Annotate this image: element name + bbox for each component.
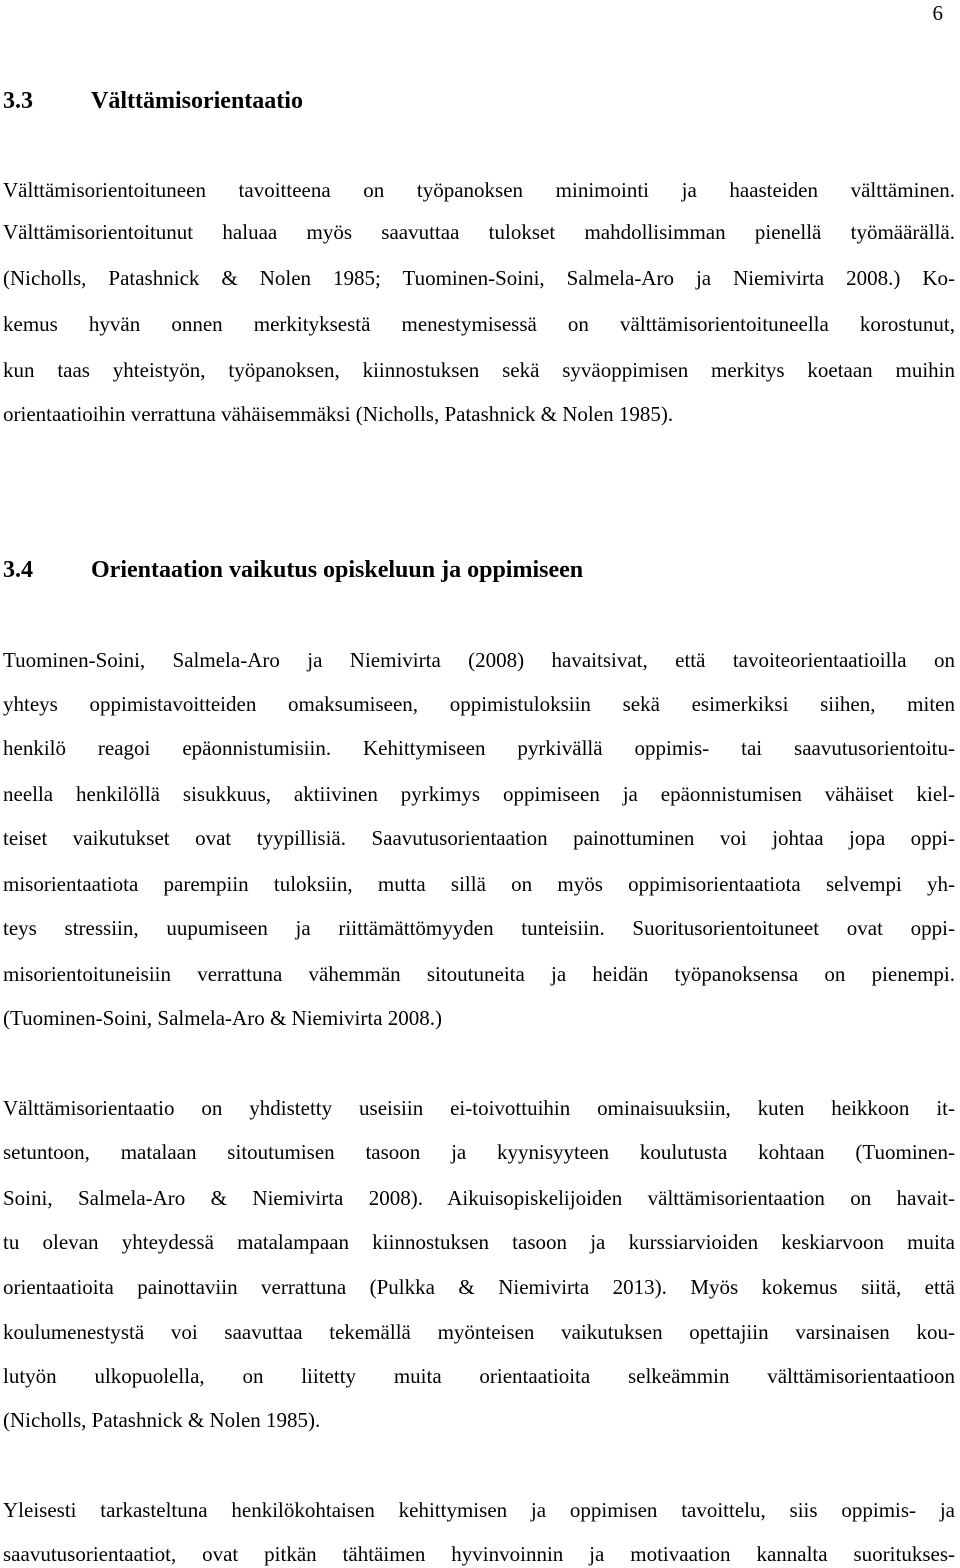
text-line: lutyön ulkopuolella, on liitetty muita orientaatioita selkeämmin välttämisorientaatioon: [3, 1364, 955, 1388]
text-line: misorientoituneisiin verrattuna vähemmän sitoutuneita ja heidän työpanoksensa on pienempi.: [3, 962, 955, 986]
text-line: yhteys oppimistavoitteiden omaksumiseen, oppimistuloksiin sekä esimerkiksi siihen, miten: [3, 692, 955, 716]
text-line: (Tuominen-Soini, Salmela-Aro & Niemivirta 2008.): [3, 1006, 443, 1030]
text-line: koulumenestystä voi saavuttaa tekemällä myönteisen vaikutuksen opettajiin varsinaisen kou-: [3, 1320, 955, 1344]
text-line: teiset vaikutukset ovat tyypillisiä. Saavutusorientaation painottuminen voi johtaa jopa oppi-: [3, 826, 955, 850]
text-line: henkilö reagoi epäonnistumisiin. Kehittymiseen pyrkivällä oppimis- tai saavutusorientoitu-: [3, 736, 955, 760]
section-title: Välttämisorientaatio: [91, 88, 303, 114]
section-heading-3-4: [3, 557, 583, 584]
section-title: Orientaation vaikutus opiskeluun ja oppimiseen: [91, 557, 584, 583]
text-line: misorientaatiota parempiin tuloksiin, mutta sillä on myös oppimisorientaatiota selvempi yh-: [3, 872, 955, 896]
page-number: 6: [932, 1, 943, 25]
section-number: 3.4: [3, 557, 33, 583]
section-number: 3.3: [3, 88, 33, 114]
text-line: Välttämisorientoitunut haluaa myös saavuttaa tulokset mahdollisimman pienellä työmäärällä.: [3, 220, 955, 244]
text-line: tu olevan yhteydessä matalampaan kiinnostuksen tasoon ja kurssiarvioiden keskiarvoon muita: [3, 1230, 955, 1254]
text-line: orientaatioihin verrattuna vähäisemmäksi (Nicholls, Patashnick & Nolen 1985).: [3, 402, 674, 426]
text-line: Soini, Salmela-Aro & Niemivirta 2008). Aikuisopiskelijoiden välttämisorientaation on havait-: [3, 1186, 955, 1210]
text-line: teys stressiin, uupumiseen ja riittämättömyyden tunteisiin. Suoritusorientoituneet ovat oppi-: [3, 916, 955, 940]
text-line: Välttämisorientoituneen tavoitteena on työpanoksen minimointi ja haasteiden välttäminen.: [3, 178, 955, 202]
text-line: kun taas yhteistyön, työpanoksen, kiinnostuksen sekä syväoppimisen merkitys koetaan muihin: [3, 358, 955, 382]
section-heading-3-3: [3, 88, 303, 115]
text-line: saavutusorientaatiot, ovat pitkän tähtäimen hyvinvoinnin ja motivaation kannalta suoritukses-: [3, 1542, 955, 1566]
text-line: orientaatioita painottaviin verrattuna (Pulkka & Niemivirta 2013). Myös kokemus siitä, että: [3, 1275, 955, 1299]
text-line: (Nicholls, Patashnick & Nolen 1985; Tuominen-Soini, Salmela-Aro ja Niemivirta 2008.) Ko-: [3, 266, 955, 290]
text-line: Välttämisorientaatio on yhdistetty useisiin ei-toivottuihin ominaisuuksiin, kuten heikkoon it-: [3, 1096, 955, 1120]
text-line: setuntoon, matalaan sitoutumisen tasoon ja kyynisyyteen koulutusta kohtaan (Tuominen-: [3, 1140, 955, 1164]
text-line: kemus hyvän onnen merkityksestä menestymisessä on välttämisorientoituneella korostunut,: [3, 312, 955, 336]
text-line: (Nicholls, Patashnick & Nolen 1985).: [3, 1408, 321, 1432]
text-line: Tuominen-Soini, Salmela-Aro ja Niemivirta (2008) havaitsivat, että tavoiteorientaatioilla on: [3, 648, 955, 672]
text-line: neella henkilöllä sisukkuus, aktiivinen pyrkimys oppimiseen ja epäonnistumisen vähäiset kiel-: [3, 782, 955, 806]
text-line: Yleisesti tarkasteltuna henkilökohtaisen kehittymisen ja oppimisen tavoittelu, siis oppimis- ja: [3, 1498, 955, 1522]
